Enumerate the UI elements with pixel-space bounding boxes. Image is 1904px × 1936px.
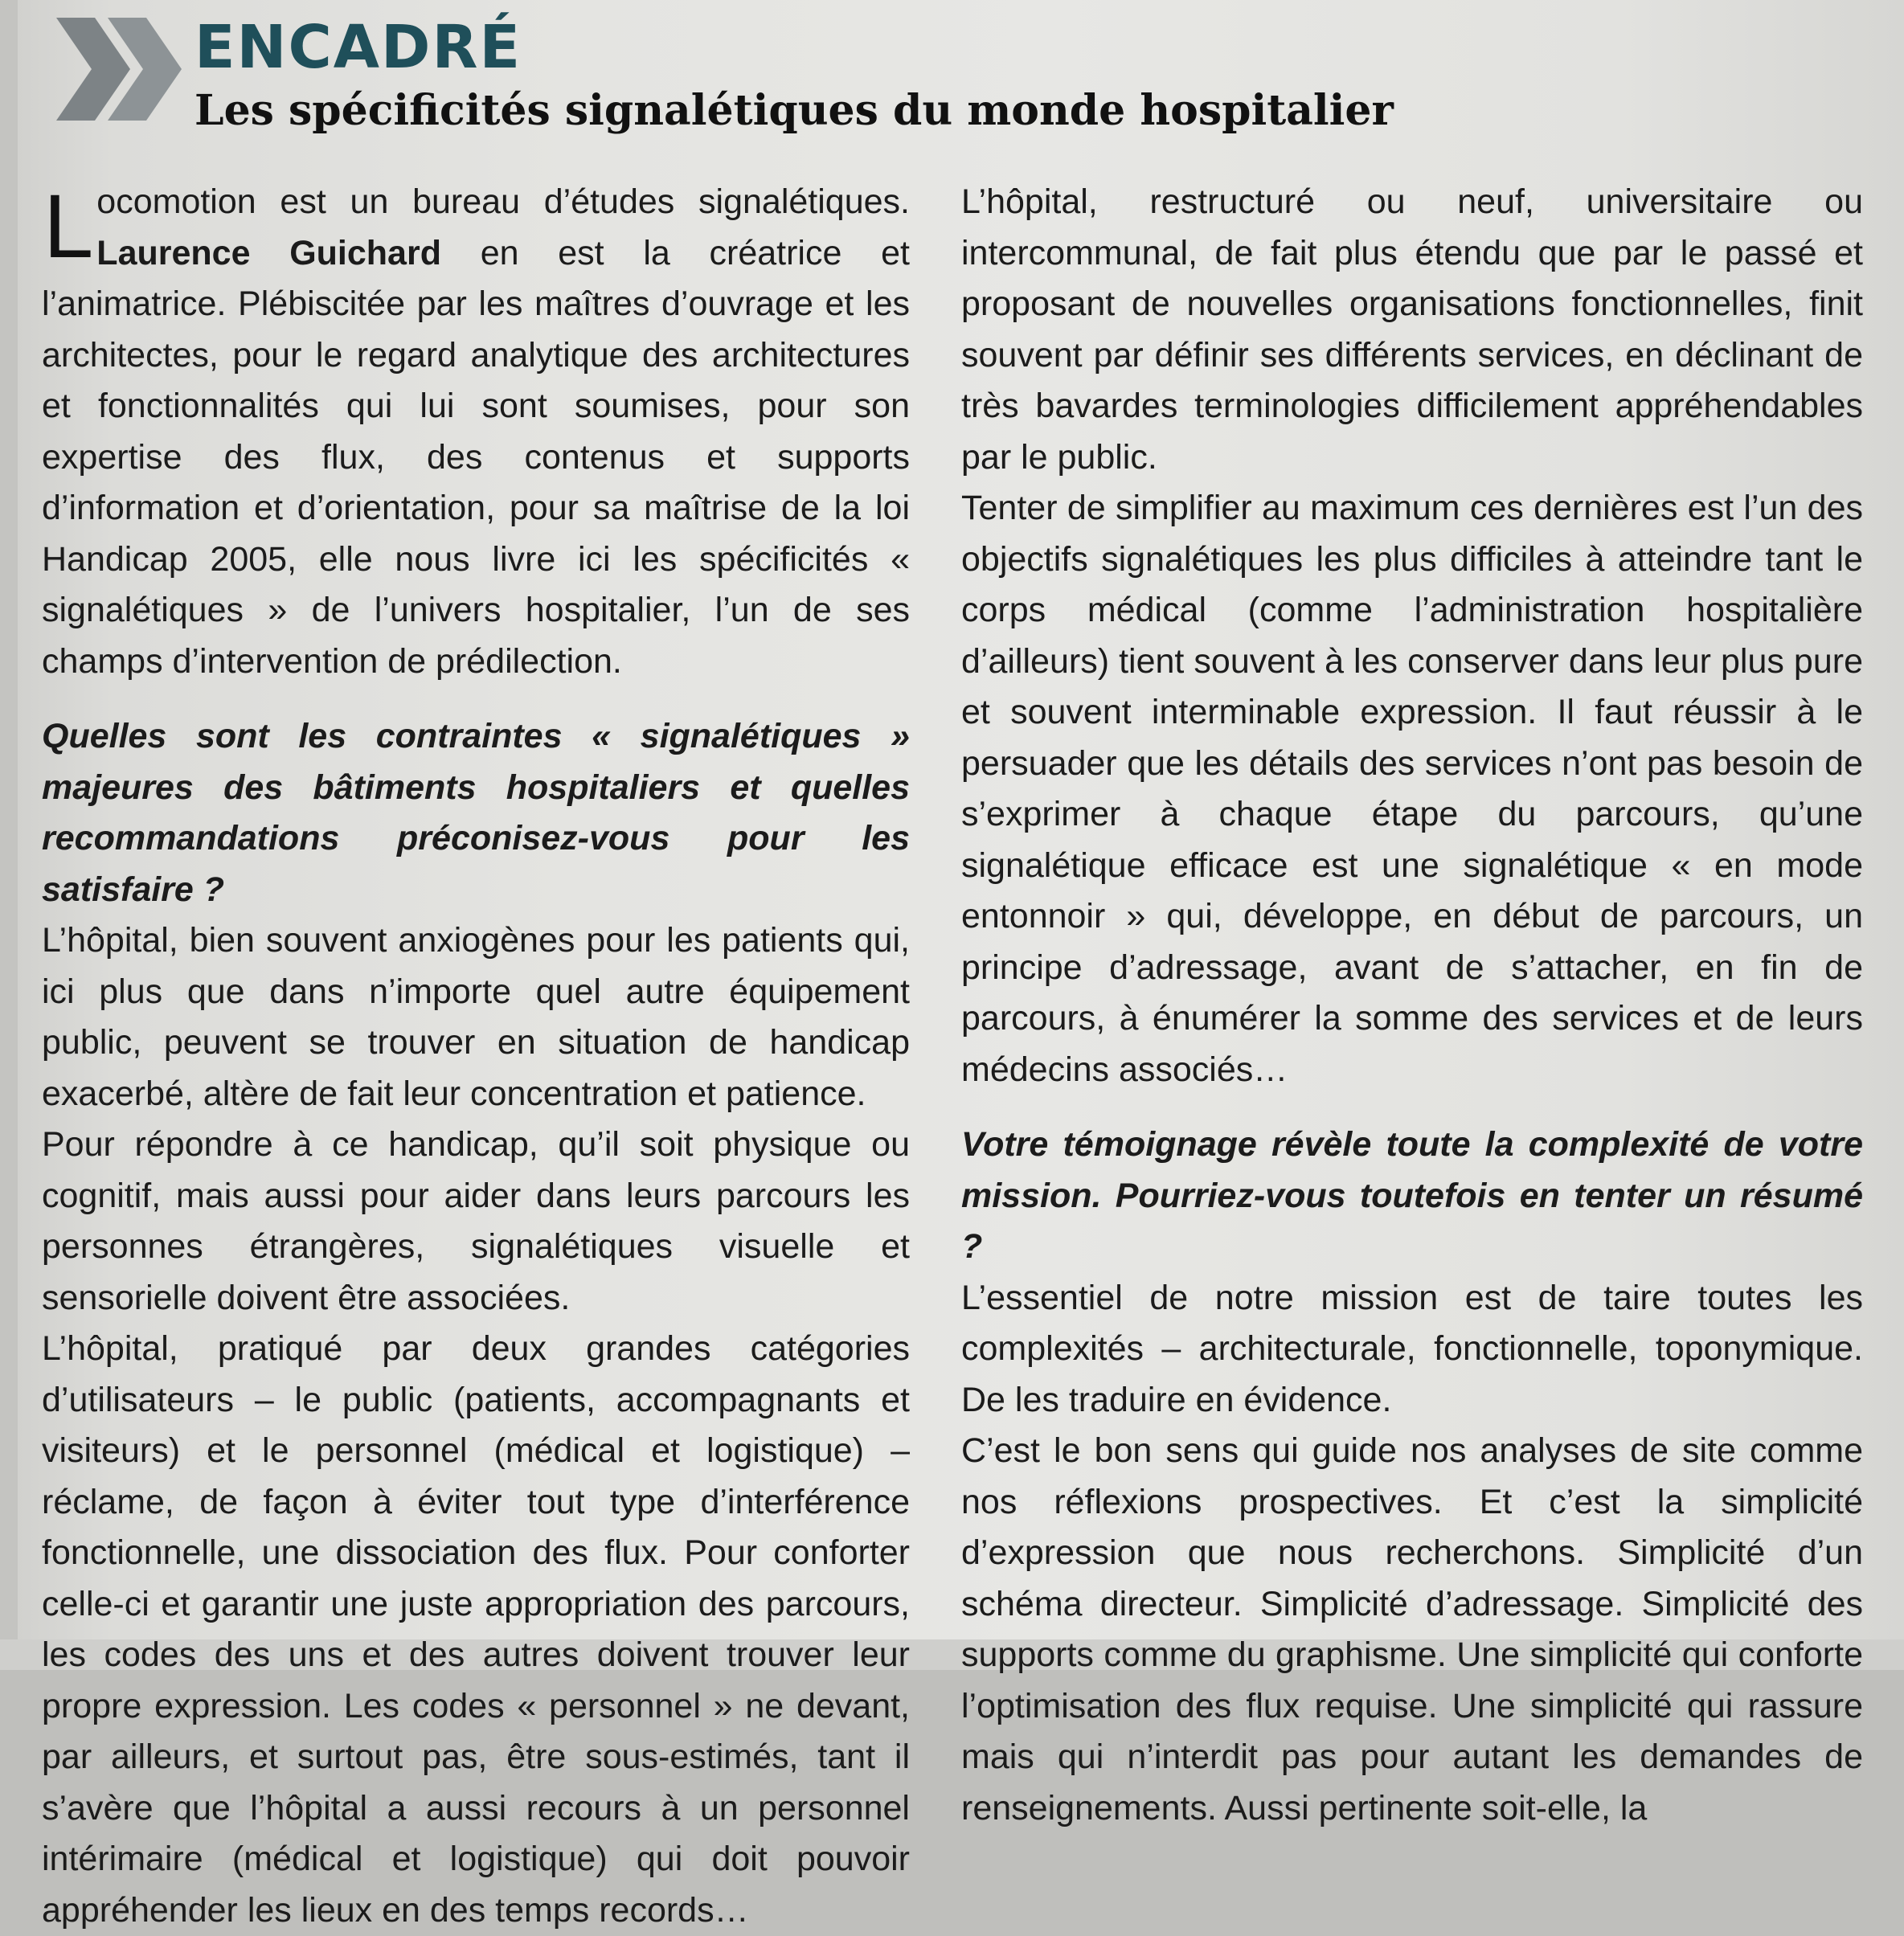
article-title: Les spécificités signalétiques du monde hospitalier [194, 86, 1394, 135]
answer-1-paragraph-3: L’hôpital, pratiqué par deux grandes catégories d’utilisateurs – le public (patients, accompagnants et visiteurs) et le personnel (médical et logistique) – réclame, de façon à éviter tout type d’interférence fonctionnelle, une dissociation des flux. Pour conforter celle-ci et garantir une juste appropriation des parcours, les codes des uns et des autres doivent trouver leur propre expression. Les codes « personnel » ne devant, par ailleurs, et surtout pas, être sous-estimés, tant il s’avère que l’hôpital a aussi recours à un personnel intérimaire (médical et logistique) qui doit pouvoir appréhender les lieux en des temps records… [42, 1329, 910, 1930]
left-column [42, 177, 910, 1936]
answer-1-paragraph-1: L’hôpital, bien souvent anxiogènes pour les patients qui, ici plus que dans n’importe quel autre équipement public, peuvent se trouver en situation de handicap exacerbé, altère de fait leur concentration et patience. [42, 921, 910, 1113]
intro-paragraph [42, 177, 910, 687]
double-chevron-icon [56, 18, 185, 121]
author-name: Laurence Guichard [96, 233, 441, 272]
intro-text: ocomotion est un bureau d’études signalétiques. [96, 182, 910, 221]
right-column [961, 177, 1863, 1834]
section-kicker: ENCADRÉ [194, 13, 522, 82]
question-1: Quelles sont les contraintes « signalétiques » majeures des bâtiments hospitaliers et quelles recommandations préconisez-vous pour les satisfaire ? [42, 717, 910, 909]
page-gutter-shadow [0, 0, 18, 1670]
right-paragraph-2: Tenter de simplifier au maximum ces dernières est l’un des objectifs signalétiques les plus difficiles à atteindre tant le corps médical (comme l’administration hospitalière d’ailleurs) tient souvent à les conserver dans leur plus pure et souvent interminable expression. Il faut réussir à le persuader que les détails des services n’ont pas besoin de s’exprimer à chaque étape du parcours, qu’une signalétique efficace est une signalétique « en mode entonnoir » qui, développe, en début de parcours, un principe d’adressage, avant de s’attacher, en fin de parcours, à énumérer la somme des services et de leurs médecins associés… [961, 489, 1863, 1089]
answer-2-paragraph-1: L’essentiel de notre mission est de taire toutes les complexités – architecturale, fonctionnelle, toponymique. De les traduire en évidence. [961, 1278, 1863, 1419]
drop-cap: L [43, 176, 94, 276]
question-2: Votre témoignage révèle toute la complexité de votre mission. Pourriez-vous toutefois en tenter un résumé ? [961, 1125, 1863, 1266]
intro-text-continued: en est la créatrice et l’animatrice. Plébiscitée par les maîtres d’ouvrage et les architectes, pour le regard analytique des architectures et fonctionnalités qui lui sont soumises, pour son expertise des flux, des contenus et supports d’information et d’orientation, pour sa maîtrise de la loi Handicap 2005, elle nous livre ici les spécificités « signalétiques » de l’univers hospitalier, l’un de ses champs d’intervention de prédilection. [42, 233, 910, 681]
answer-2-paragraph-2: C’est le bon sens qui guide nos analyses de site comme nos réflexions prospectives. Et c’est la simplicité d’expression que nous recherchons. Simplicité d’un schéma directeur. Simplicité d’adressage. Simplicité des supports comme du graphisme. Une simplicité qui conforte l’optimisation des flux requise. Une simplicité qui rassure mais qui n’interdit pas pour autant les demandes de renseignements. Aussi pertinente soit-elle, la [961, 1431, 1863, 1828]
right-paragraph-1: L’hôpital, restructuré ou neuf, universitaire ou intercommunal, de fait plus étendu que par le passé et proposant de nouvelles organisations fonctionnelles, finit souvent par définir ses différents services, en déclinant de très bavardes terminologies difficilement appréhendables par le public. [961, 182, 1863, 477]
answer-1-paragraph-2: Pour répondre à ce handicap, qu’il soit physique ou cognitif, mais aussi pour aider dans leurs parcours les personnes étrangères, signalétiques visuelle et sensorielle doivent être associées. [42, 1125, 910, 1317]
